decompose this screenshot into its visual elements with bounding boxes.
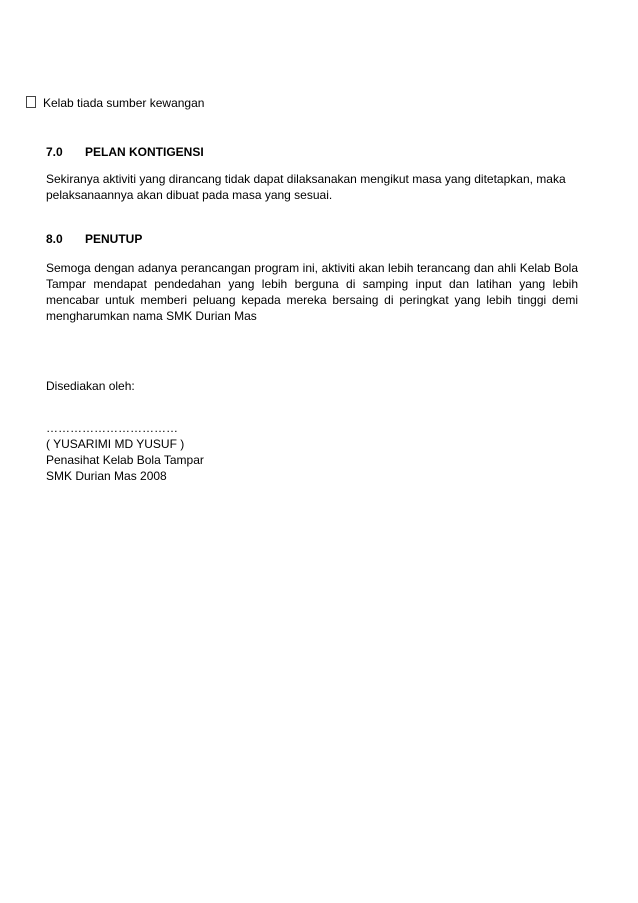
signatory-name: ( YUSARIMI MD YUSUF ) [46,437,185,451]
section-heading-8 [46,232,142,247]
section-7-paragraph: Sekiranya aktiviti yang dirancang tidak dapat dilaksanakan mengikut masa yang ditetapkan, maka pelaksanaannya akan dibuat pada masa yang sesuai. [46,172,566,202]
prepared-by-label: Disediakan oleh: [46,379,135,393]
signature-line: …………………………… [46,421,178,435]
section-8-paragraph: Semoga dengan adanya perancangan program ini, aktiviti akan lebih terancang dan ahli Kelab Bola Tampar mendapat pendedahan yang lebih berguna di samping input dan latihan yang lebih mencabar untuk memberi peluang kepada mereka bersaing di peringkat yang lebih tinggi demi mengharumkan nama SMK Durian Mas [46,261,578,323]
signatory-position: Penasihat Kelab Bola Tampar [46,453,204,467]
section-number: 7.0 [46,145,63,159]
section-heading-7 [46,145,204,160]
checkbox-bullet-icon [26,96,36,108]
section-number: 8.0 [46,232,63,246]
bullet-text: Kelab tiada sumber kewangan [43,96,205,110]
bullet-item [26,96,204,111]
section-title: PENUTUP [85,232,143,246]
school-year: SMK Durian Mas 2008 [46,469,167,483]
section-title: PELAN KONTIGENSI [85,145,204,159]
